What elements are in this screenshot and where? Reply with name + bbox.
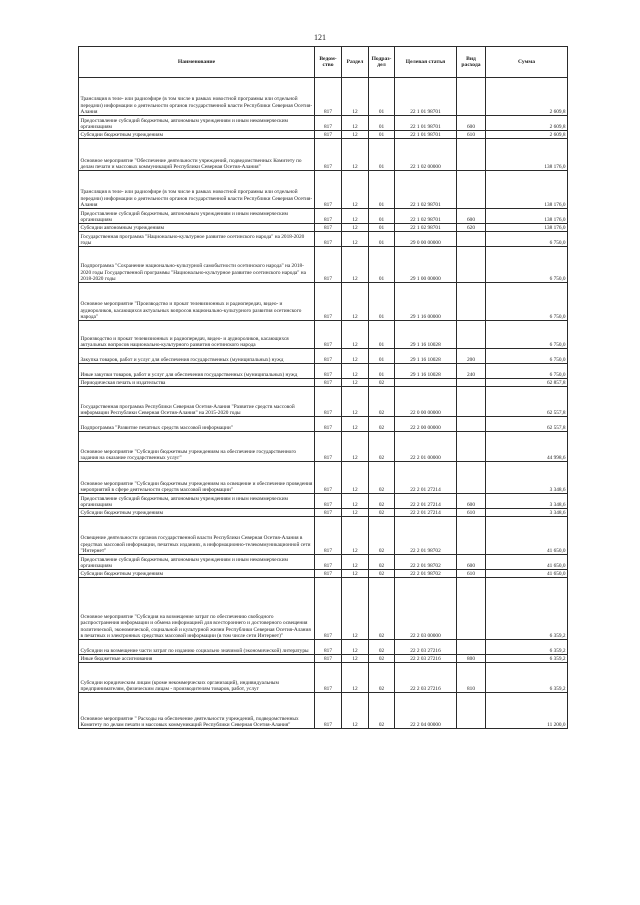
row-department: 817 [315,78,342,116]
row-section: 12 [342,509,369,517]
row-name: Подпрограмма "Развитие печатных средств массовой информации" [79,417,315,432]
row-section: 12 [342,283,369,321]
row-amount: 3 348,6 [486,509,568,517]
table-row [79,417,568,432]
row-subsection: 01 [369,131,395,139]
row-section: 12 [342,693,369,729]
table-row [79,224,568,232]
row-name: Основное мероприятие " Расходы на обеспечение деятельности учреждений, подведомственных Комитету по делам печати и массовых коммуникаций Республики Северная Осетия-Алания" [79,693,315,729]
row-expense-type [457,247,486,283]
row-department: 817 [315,171,342,209]
row-department: 817 [315,417,342,432]
row-section: 12 [342,224,369,232]
row-amount: 138 176,0 [486,171,568,209]
row-expense-type [457,387,486,417]
row-section: 12 [342,578,369,640]
row-section: 12 [342,570,369,578]
row-subsection: 01 [369,78,395,116]
row-department: 817 [315,693,342,729]
row-amount: 41 650,0 [486,570,568,578]
row-section: 12 [342,494,369,509]
row-name: Подпрограмма "Сохранение национально-культурной самобытности осетинского народа" на 2018-2020 годы Государственной программы "Национально-культурное развитие осетинского народа" на 2018-2020 годы [79,247,315,283]
row-name: Иные закупки товаров, работ и услуг для обеспечения государственных (муниципальных) нужд [79,364,315,379]
row-target-article: 22 1 01 98701 [395,131,457,139]
row-section: 12 [342,247,369,283]
row-section: 12 [342,655,369,663]
row-target-article: 22 1 01 98701 [395,116,457,131]
row-expense-type [457,232,486,247]
row-section: 12 [342,171,369,209]
row-subsection: 01 [369,247,395,283]
row-expense-type: 610 [457,570,486,578]
table-row [79,693,568,729]
row-target-article: 22 0 00 00000 [395,387,457,417]
row-name: Субсидии бюджетным учреждениям [79,131,315,139]
row-target-article: 22 2 04 00000 [395,693,457,729]
header-name: Наименование [79,47,315,78]
row-name: Субсидии бюджетным учреждениям [79,509,315,517]
row-amount: 2 609,8 [486,116,568,131]
row-subsection: 02 [369,663,395,693]
row-section: 12 [342,364,369,379]
row-subsection: 01 [369,349,395,364]
row-amount: 138 176,0 [486,209,568,224]
table-row [79,432,568,462]
table-header-row [79,47,568,78]
row-expense-type [457,379,486,387]
row-target-article: 22 2 03 27216 [395,663,457,693]
row-section: 12 [342,139,369,171]
row-department: 817 [315,570,342,578]
row-name: Освещение деятельности органов государственной власти Республики Северная Осетия-Алания в средствах массовой информации, печатных изданиях, в информационно-телекоммуникационной сети "Интернет" [79,517,315,555]
table-row [79,131,568,139]
row-amount: 6 359,2 [486,655,568,663]
row-target-article: 29 0 00 00000 [395,232,457,247]
row-section: 12 [342,517,369,555]
row-subsection: 02 [369,570,395,578]
row-name: Основное мероприятие "Обеспечение деятельности учреждений, подведомственных Комитету по делам печати и массовых коммуникаций Республики Северная Осетия-Алания" [79,139,315,171]
row-expense-type [457,462,486,494]
row-subsection: 01 [369,321,395,349]
row-amount: 6 750,0 [486,232,568,247]
row-department: 817 [315,655,342,663]
row-name: Основное мероприятие "Субсидии бюджетным учреждениям на освещение и обеспечение проведения мероприятий в сфере деятельности средств массовой информации" [79,462,315,494]
table-row [79,387,568,417]
row-name: Периодическая печать и издательства [79,379,315,387]
row-subsection: 02 [369,417,395,432]
header-section: Раздел [342,47,369,78]
row-target-article: 22 2 01 27214 [395,494,457,509]
row-department: 817 [315,663,342,693]
row-subsection: 02 [369,517,395,555]
row-name: Субсидии автономным учреждениям [79,224,315,232]
row-target-article: 22 2 03 27216 [395,640,457,655]
row-subsection: 02 [369,693,395,729]
row-target-article: 22 2 01 27214 [395,462,457,494]
row-expense-type: 610 [457,509,486,517]
row-expense-type [457,171,486,209]
row-name: Субсидии юридическим лицам (кроме некоммерческих организаций), индивидуальным предпринимателям, физическим лицам - производителям товаров, работ, услуг [79,663,315,693]
row-department: 817 [315,321,342,349]
row-subsection: 02 [369,379,395,387]
row-amount: 2 609,8 [486,131,568,139]
row-section: 12 [342,232,369,247]
table-row [79,139,568,171]
row-target-article: 29 1 16 00000 [395,283,457,321]
row-target-article: 22 2 01 98702 [395,517,457,555]
row-subsection: 01 [369,209,395,224]
row-expense-type [457,640,486,655]
table-row [79,247,568,283]
row-target-article: 22 2 03 00000 [395,578,457,640]
table-row [79,655,568,663]
row-department: 817 [315,224,342,232]
row-department: 817 [315,462,342,494]
row-section: 12 [342,116,369,131]
row-amount: 11 200,0 [486,693,568,729]
row-section: 12 [342,78,369,116]
row-name: Основное мероприятие "Субсидии бюджетным учреждениям на обеспечение государственного задания на оказание государственных услуг" [79,432,315,462]
row-department: 817 [315,379,342,387]
row-department: 817 [315,232,342,247]
row-target-article: 22 2 01 98702 [395,555,457,570]
row-department: 817 [315,364,342,379]
row-expense-type [457,283,486,321]
header-expense-type: Вид расхода [457,47,486,78]
row-expense-type: 600 [457,209,486,224]
row-section: 12 [342,321,369,349]
row-subsection: 02 [369,462,395,494]
table-body [79,78,568,729]
table-row [79,321,568,349]
row-subsection: 02 [369,387,395,417]
row-amount: 6 359,2 [486,640,568,655]
row-expense-type: 240 [457,364,486,379]
row-target-article: 22 1 02 00000 [395,139,457,171]
table-row [79,379,568,387]
row-section: 12 [342,462,369,494]
row-name: Предоставление субсидий бюджетным, автономным учреждениям и иным некоммерческим организациям [79,116,315,131]
row-subsection: 02 [369,578,395,640]
row-name: Государственная программа "Национально-культурное развитие осетинского народа" на 2018-2020 годы [79,232,315,247]
row-amount: 3 348,6 [486,494,568,509]
row-amount: 62 557,8 [486,387,568,417]
row-section: 12 [342,379,369,387]
row-subsection: 02 [369,555,395,570]
row-name: Основное мероприятие "Субсидия на возмещение затрат по обеспечению свободного распространения информации и обмена информацией для всестороннего и достоверного освещения политической, экономической, социальной и культурной жизни Республики Северная Осетия-Алания в печатных и электронных средствах массовой информации (в том числе сети Интернет)" [79,578,315,640]
row-name: Предоставление субсидий бюджетным, автономным учреждениям и иным некоммерческим организациям [79,555,315,570]
row-section: 12 [342,131,369,139]
row-department: 817 [315,509,342,517]
row-amount: 44 998,6 [486,432,568,462]
row-section: 12 [342,387,369,417]
header-subsection: Подраз-дел [369,47,395,78]
row-expense-type: 620 [457,224,486,232]
row-target-article: 22 1 02 98701 [395,209,457,224]
row-amount: 6 359,2 [486,578,568,640]
row-section: 12 [342,663,369,693]
row-department: 817 [315,432,342,462]
table-row [79,517,568,555]
row-amount: 62 857,8 [486,379,568,387]
row-amount: 6 750,0 [486,283,568,321]
row-expense-type: 600 [457,555,486,570]
row-target-article: 22 1 02 98701 [395,171,457,209]
row-section: 12 [342,555,369,570]
row-subsection: 01 [369,224,395,232]
row-amount: 41 650,0 [486,517,568,555]
row-amount: 6 750,0 [486,247,568,283]
row-department: 817 [315,283,342,321]
row-expense-type [457,517,486,555]
table-row [79,462,568,494]
row-amount: 62 557,8 [486,417,568,432]
row-section: 12 [342,640,369,655]
table-row [79,171,568,209]
row-target-article: 22 1 01 98701 [395,78,457,116]
row-amount: 3 348,6 [486,462,568,494]
table-row [79,578,568,640]
row-subsection: 01 [369,139,395,171]
table-row [79,283,568,321]
row-section: 12 [342,432,369,462]
header-target-article: Целевая статья [395,47,457,78]
row-section: 12 [342,417,369,432]
row-department: 817 [315,555,342,570]
header-amount: Сумма [486,47,568,78]
row-subsection: 02 [369,509,395,517]
row-expense-type [457,417,486,432]
table-row [79,364,568,379]
row-name: Трансляция в теле- или радиоэфире (в том числе в рамках новостной программы или отдельной передачи) информации о деятельности органов государственной власти Республики Северная Осетия-Алания [79,171,315,209]
row-expense-type [457,693,486,729]
row-department: 817 [315,517,342,555]
table-row [79,116,568,131]
row-expense-type [457,321,486,349]
row-subsection: 02 [369,432,395,462]
row-target-article: 22 2 01 27214 [395,509,457,517]
table-row [79,494,568,509]
row-subsection: 01 [369,232,395,247]
row-amount: 41 650,0 [486,555,568,570]
row-name: Субсидии бюджетным учреждениям [79,570,315,578]
header-department: Ведом-ство [315,47,342,78]
row-name: Основное мероприятие "Производство и прокат телевизионных и радиопередач, видео- и аудиороликов, касающихся актуальных вопросов национально-культурного развития осетинского народа" [79,283,315,321]
table-row [79,209,568,224]
row-target-article: 22 1 02 98701 [395,224,457,232]
table-row [79,640,568,655]
row-department: 817 [315,209,342,224]
row-target-article: 22 2 01 00000 [395,432,457,462]
table-row [79,570,568,578]
row-department: 817 [315,387,342,417]
row-expense-type [457,78,486,116]
row-expense-type [457,432,486,462]
row-section: 12 [342,209,369,224]
row-department: 817 [315,494,342,509]
row-amount: 6 359,2 [486,663,568,693]
row-expense-type: 810 [457,663,486,693]
row-amount: 6 750,0 [486,349,568,364]
row-target-article [395,379,457,387]
row-department: 817 [315,349,342,364]
row-name: Предоставление субсидий бюджетным, автономным учреждениям и иным некоммерческим организациям [79,494,315,509]
table-row [79,349,568,364]
row-subsection: 01 [369,116,395,131]
row-subsection: 01 [369,283,395,321]
table-row [79,555,568,570]
row-amount: 138 176,0 [486,224,568,232]
row-section: 12 [342,349,369,364]
row-department: 817 [315,116,342,131]
row-target-article: 22 2 00 00000 [395,417,457,432]
row-name: Государственная программа Республики Северная Осетия-Алания "Развитие средств массовой информации Республики Северная Осетия-Алания" на 2015-2020 годы [79,387,315,417]
row-amount: 6 750,0 [486,321,568,349]
row-target-article: 29 1 00 00000 [395,247,457,283]
row-name: Иные бюджетные ассигнования [79,655,315,663]
row-name: Производство и прокат телевизионных и радиопередач, видео- и аудиороликов, касающихся актуальных вопросов национально-культурного развития осетинского народа [79,321,315,349]
table-row [79,509,568,517]
row-subsection: 01 [369,171,395,209]
row-expense-type: 600 [457,494,486,509]
row-subsection: 02 [369,655,395,663]
row-name: Субсидии на возмещение части затрат по изданию социально значимой (экономической) литературы [79,640,315,655]
row-subsection: 01 [369,364,395,379]
table-row [79,232,568,247]
row-department: 817 [315,578,342,640]
budget-table [78,46,568,729]
row-target-article: 22 2 03 27216 [395,655,457,663]
row-expense-type [457,578,486,640]
row-expense-type: 800 [457,655,486,663]
table-row [79,78,568,116]
row-department: 817 [315,131,342,139]
row-target-article: 29 1 16 10028 [395,321,457,349]
page-number: 121 [314,33,326,42]
row-amount: 138 176,0 [486,139,568,171]
row-expense-type: 600 [457,116,486,131]
row-name: Закупка товаров, работ и услуг для обеспечения государственных (муниципальных) нужд [79,349,315,364]
row-expense-type: 610 [457,131,486,139]
row-target-article: 29 1 16 10028 [395,349,457,364]
row-department: 817 [315,640,342,655]
row-expense-type [457,139,486,171]
row-department: 817 [315,247,342,283]
row-subsection: 02 [369,640,395,655]
table-row [79,663,568,693]
row-target-article: 29 1 16 10028 [395,364,457,379]
row-expense-type: 200 [457,349,486,364]
row-name: Предоставление субсидий бюджетным, автономным учреждениям и иным некоммерческим организациям [79,209,315,224]
row-department: 817 [315,139,342,171]
row-amount: 6 750,0 [486,364,568,379]
row-subsection: 02 [369,494,395,509]
row-name: Трансляция в теле- или радиоэфире (в том числе в рамках новостной программы или отдельной передачи) информации о деятельности органов государственной власти Республики Северная Осетия-Алания [79,78,315,116]
row-amount: 2 609,8 [486,78,568,116]
row-target-article: 22 2 01 98702 [395,570,457,578]
